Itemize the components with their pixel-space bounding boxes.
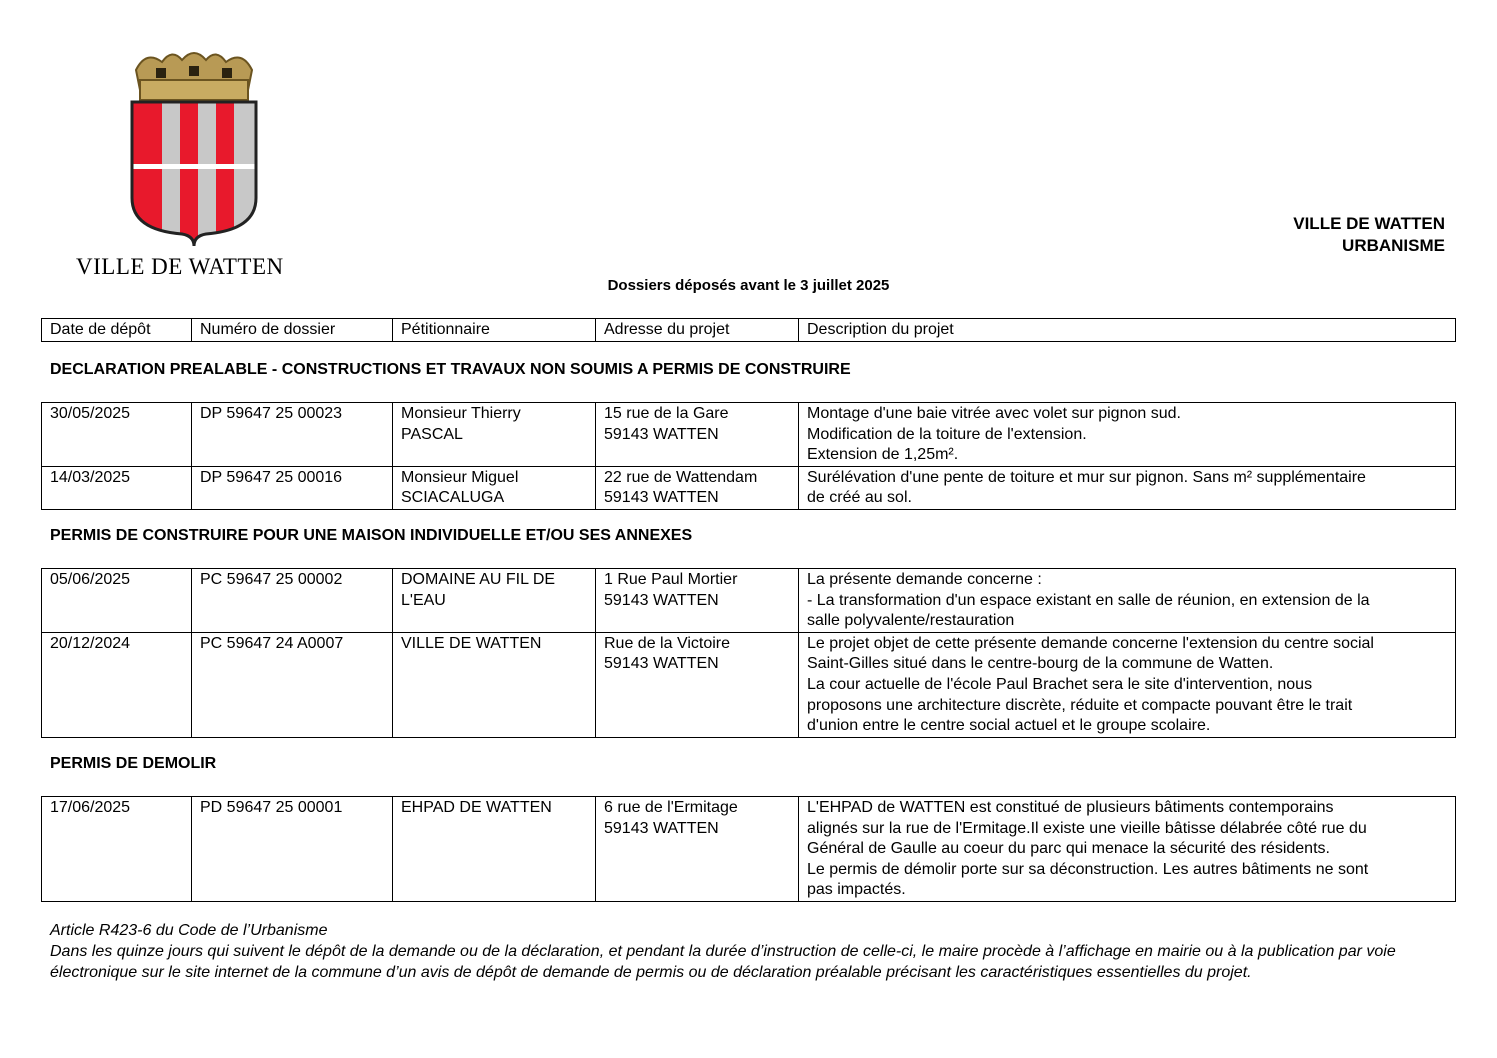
cell-description: Surélévation d'une pente de toiture et mur sur pignon. Sans m² supplémentaire de créé au sol.	[799, 466, 1456, 509]
cell-date: 20/12/2024	[42, 632, 192, 737]
column-header-numero: Numéro de dossier	[192, 319, 393, 342]
table-row	[42, 403, 1456, 467]
footer-article: Article R423-6 du Code de l’Urbanisme	[50, 922, 328, 939]
section-title-permis-de-demolir: PERMIS DE DEMOLIR	[50, 755, 217, 772]
cell-petitionnaire: Monsieur Miguel SCIACALUGA	[393, 466, 596, 509]
cell-date: 14/03/2025	[42, 466, 192, 509]
table-row	[42, 632, 1456, 737]
column-header-adresse: Adresse du projet	[596, 319, 799, 342]
footer-text: Dans les quinze jours qui suivent le dépôt de la demande ou de la déclaration, et pendant la durée d’instruction de celle-ci, le maire procède à l’affichage en mairie ou à la publication par voie électronique sur le site internet de la commune d’un avis de dépôt de demande de permis ou de déclaration préalable précisant les caractéristiques essentielles du projet.	[50, 943, 1396, 981]
column-header-petitionnaire: Pétitionnaire	[393, 319, 596, 342]
cell-petitionnaire: Monsieur Thierry PASCAL	[393, 403, 596, 467]
column-header-row	[42, 319, 1456, 342]
cell-description: Montage d'une baie vitrée avec volet sur pignon sud. Modification de la toiture de l'extension. Extension de 1,25m².	[799, 403, 1456, 467]
section-table-permis-de-demolir	[41, 796, 1456, 902]
column-header-table	[41, 318, 1456, 342]
cell-date: 05/06/2025	[42, 569, 192, 633]
cell-numero: DP 59647 25 00016	[192, 466, 393, 509]
logo-text: VILLE DE WATTEN	[76, 254, 284, 279]
cell-adresse: 15 rue de la Gare 59143 WATTEN	[596, 403, 799, 467]
cell-description: Le projet objet de cette présente demande concerne l'extension du centre social Saint-Gilles situé dans le centre-bourg de la commune de Watten. La cour actuelle de l'école Paul Brachet sera le site d'intervention, nous proposons une architecture discrète, réduite et compacte pouvant être le trait d'union entre le centre social actuel et le groupe scolaire.	[799, 632, 1456, 737]
cell-date: 17/06/2025	[42, 797, 192, 902]
table-row	[42, 569, 1456, 633]
cell-numero: PD 59647 25 00001	[192, 797, 393, 902]
cell-numero: PC 59647 24 A0007	[192, 632, 393, 737]
section-table-declaration-prealable	[41, 402, 1456, 510]
coat-of-arms-icon	[126, 48, 262, 248]
table-row	[42, 466, 1456, 509]
cell-numero: PC 59647 25 00002	[192, 569, 393, 633]
org-name: VILLE DE WATTEN	[1293, 214, 1445, 233]
table-row	[42, 797, 1456, 902]
legal-footer	[50, 920, 1450, 983]
cell-petitionnaire: DOMAINE AU FIL DE L'EAU	[393, 569, 596, 633]
cell-adresse: 22 rue de Wattendam 59143 WATTEN	[596, 466, 799, 509]
cell-numero: DP 59647 25 00023	[192, 403, 393, 467]
section-table-permis-de-construire	[41, 568, 1456, 738]
cell-description: La présente demande concerne : - La transformation d'un espace existant en salle de réunion, en extension de la salle polyvalente/restauration	[799, 569, 1456, 633]
cell-date: 30/05/2025	[42, 403, 192, 467]
department-name: URBANISME	[1342, 236, 1445, 255]
cell-petitionnaire: VILLE DE WATTEN	[393, 632, 596, 737]
cell-adresse: Rue de la Victoire 59143 WATTEN	[596, 632, 799, 737]
section-title-permis-de-construire: PERMIS DE CONSTRUIRE POUR UNE MAISON INDIVIDUELLE ET/OU SES ANNEXES	[50, 527, 693, 544]
column-header-description: Description du projet	[799, 319, 1456, 342]
cell-adresse: 1 Rue Paul Mortier 59143 WATTEN	[596, 569, 799, 633]
column-header-date: Date de dépôt	[42, 319, 192, 342]
cell-petitionnaire: EHPAD DE WATTEN	[393, 797, 596, 902]
cell-adresse: 6 rue de l'Ermitage 59143 WATTEN	[596, 797, 799, 902]
cell-description: L'EHPAD de WATTEN est constitué de plusieurs bâtiments contemporains alignés sur la rue de l'Ermitage.Il existe une vieille bâtisse délabrée côté rue du Général de Gaulle au coeur du parc qui menace la sécurité des résidents. Le permis de démolir porte sur sa déconstruction. Les autres bâtiments ne sont pas impactés.	[799, 797, 1456, 902]
section-title-declaration-prealable: DECLARATION PREALABLE - CONSTRUCTIONS ET TRAVAUX NON SOUMIS A PERMIS DE CONSTRUIRE	[50, 361, 851, 378]
header-org-block	[1293, 213, 1445, 257]
coat-of-arms-logo	[70, 48, 320, 283]
page-title: Dossiers déposés avant le 3 juillet 2025	[607, 277, 890, 294]
